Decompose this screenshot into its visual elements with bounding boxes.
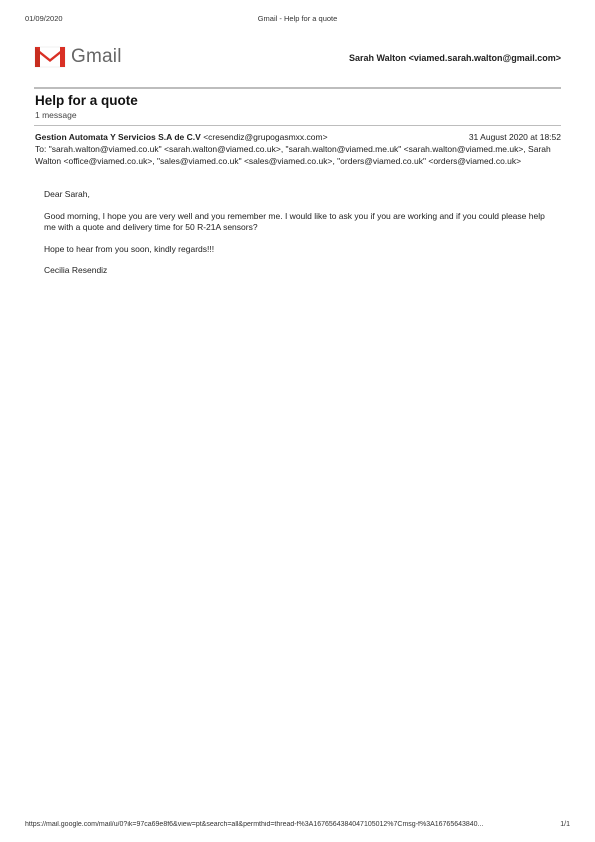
subject-divider	[34, 125, 561, 126]
message-sender	[35, 132, 328, 142]
body-paragraph: Good morning, I hope you are very well and you remember me. I would like to ask you if you are working and if you could please help me with a quote and delivery time for 50 R-21A sensors?	[44, 210, 545, 232]
message-date: 31 August 2020 at 18:52	[468, 132, 561, 142]
print-date: 01/09/2020	[25, 14, 63, 23]
body-paragraph: Hope to hear from you soon, kindly regards!!!	[44, 243, 215, 254]
message-body	[44, 189, 554, 287]
sender-email: <cresendiz@grupogasmxx.com>	[203, 132, 328, 142]
gmail-envelope-icon	[34, 45, 66, 69]
header-divider	[34, 87, 561, 89]
message-count: 1 message	[35, 110, 77, 120]
account-name: Sarah Walton <viamed.sarah.walton@gmail.com>	[348, 53, 561, 63]
thread-subject: Help for a quote	[35, 93, 138, 108]
body-signature: Cecilia Resendiz	[44, 265, 108, 275]
footer-url: https://mail.google.com/mail/u/0?ik=97ca69e8f6&view=pt&search=all&permthid=thread-f%3A1676564384047105012%7Cmsg-f%3A16765643840...	[25, 821, 484, 828]
sender-name: Gestion Automata Y Servicios S.A de C.V	[35, 132, 201, 142]
body-greeting: Dear Sarah,	[44, 189, 90, 199]
page-number: 1/1	[560, 821, 570, 828]
message-recipients: To: "sarah.walton@viamed.co.uk" <sarah.walton@viamed.co.uk>, "sarah.walton@viamed.me.uk" <sarah.walton@viamed.me.uk>, Sarah Walton <office@viamed.co.uk>, "sales@viamed.co.uk" <sales@viamed.co.uk>, "orders@viamed.co.uk" <orders@viamed.co.uk>	[35, 144, 551, 166]
gmail-wordmark: Gmail	[71, 46, 122, 67]
gmail-logo	[34, 44, 122, 70]
print-title: Gmail - Help for a quote	[257, 14, 338, 23]
